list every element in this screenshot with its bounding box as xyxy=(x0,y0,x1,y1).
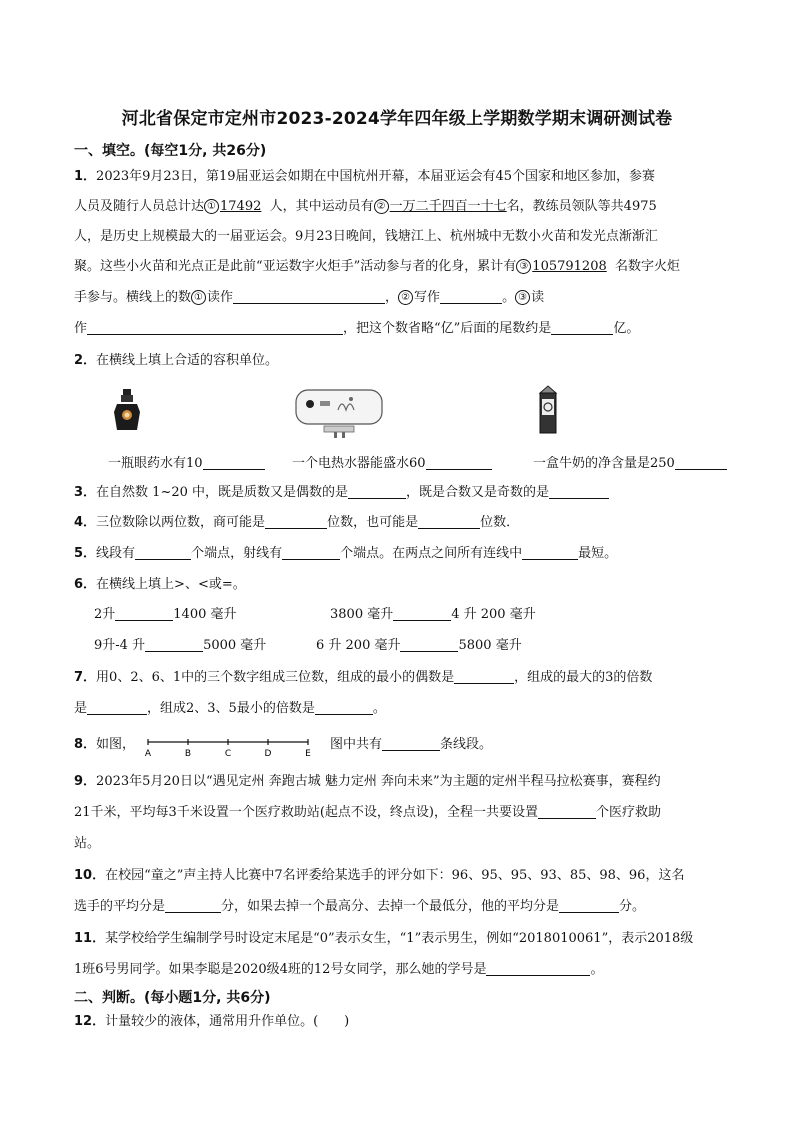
answer-blank[interactable] xyxy=(115,606,173,621)
q11-line-2: 1班6号男同学。如果李聪是2020级4班的12号女同学，那么她的学号是 。 xyxy=(74,962,604,977)
marker-3: ③ xyxy=(516,259,531,274)
q1-line-2: 人员及随行人员总计达 ① 17492 人，其中运动员有 ② 一万二千四百一十七名，教练员领队等共4975 xyxy=(74,199,657,214)
q2-caption-2: 一个电热水器能盛水60 xyxy=(292,452,492,471)
answer-blank[interactable] xyxy=(486,961,590,976)
q2-caption-3: 一盒牛奶的净含量是250 xyxy=(533,452,727,471)
answer-blank[interactable] xyxy=(440,289,502,304)
section-true-false: 二、判断。(每小题1分, 共6分) xyxy=(74,990,271,1006)
q11-line-1: 11．某学校给学生编制学号时设定末尾是“0”表示女生，“1”表示男生，例如“2018010061”，表示2018级 xyxy=(74,931,694,946)
q1-line-6: 作 ，把这个数省略“亿”后面的尾数约是 亿。 xyxy=(74,321,640,336)
q5-line: 5．线段有 个端点，射线有 个端点。在两点之间所有连线中 最短。 xyxy=(74,546,618,561)
milk-carton-icon xyxy=(537,385,559,435)
q9-line-3: 站。 xyxy=(74,836,101,851)
answer-blank[interactable] xyxy=(426,455,492,470)
answer-blank[interactable] xyxy=(165,898,221,913)
answer-blank[interactable] xyxy=(203,455,265,470)
answer-blank[interactable] xyxy=(393,606,451,621)
answer-blank[interactable] xyxy=(418,514,480,529)
eye-drop-bottle-icon xyxy=(113,388,141,434)
answer-blank[interactable] xyxy=(675,455,727,470)
q8-intro: 8．如图， xyxy=(74,737,136,752)
page-title: 河北省保定市定州市2023-2024学年四年级上学期数学期末调研测试卷 xyxy=(121,109,673,129)
answer-blank[interactable] xyxy=(87,700,147,715)
answer-blank[interactable] xyxy=(400,637,458,652)
answer-blank[interactable] xyxy=(549,484,609,499)
q9-line-1: 9．2023年5月20日以“遇见定州 奔跑古城 魅力定州 奔向未来”为主题的定州半程马拉松赛事，赛程约 xyxy=(74,774,661,789)
point-label-d: D xyxy=(264,749,272,758)
answer-blank[interactable] xyxy=(145,637,203,652)
answer-blank[interactable] xyxy=(87,320,343,335)
q10-line-2: 选手的平均分是 分，如果去掉一个最高分、去掉一个最低分，他的平均分是 分。 xyxy=(74,899,646,914)
number-2: 一万二千四百一十七 xyxy=(389,199,507,214)
answer-blank[interactable] xyxy=(348,484,406,499)
q6-row-2-right: 6 升 200 毫升 5800 毫升 xyxy=(316,638,522,653)
q1-line-4: 聚。这些小火苗和光点正是此前“亚运数字火炬手”活动参与者的化身，累计有 ③ 105791208 名数字火炬 xyxy=(74,259,681,274)
point-label-e: E xyxy=(305,749,311,758)
q9-line-2: 21千米，平均每3千米设置一个医疗救助站(起点不设，终点设)，全程一共要设置 个医疗救助 xyxy=(74,805,661,820)
q6-row-2-left: 9升-4 升 5000 毫升 xyxy=(94,638,267,653)
answer-blank[interactable] xyxy=(315,700,373,715)
section-fill-in: 一、填空。(每空1分, 共26分) xyxy=(74,143,267,159)
q7-line-2: 是 ，组成2、3、5最小的倍数是 。 xyxy=(74,701,386,716)
answer-blank[interactable] xyxy=(559,898,619,913)
answer-blank[interactable] xyxy=(551,320,613,335)
marker-2: ② xyxy=(374,199,389,214)
q1-line-5: 手参与。横线上的数 ① 读作 ， ② 写作 。 ③ 读 xyxy=(74,290,545,305)
answer-blank[interactable] xyxy=(282,545,340,560)
q8-question: 图中共有 条线段。 xyxy=(330,737,493,752)
q6-row-1-right: 3800 毫升 4 升 200 毫升 xyxy=(330,607,536,622)
point-label-c: C xyxy=(224,749,232,758)
answer-blank[interactable] xyxy=(522,545,578,560)
answer-blank[interactable] xyxy=(538,804,596,819)
answer-blank[interactable] xyxy=(135,545,191,560)
q10-line-1: 10．在校园“童之”声主持人比赛中7名评委给某选手的评分如下：96、95、95、93、85、98、96，这名 xyxy=(74,868,685,883)
q2-caption-1: 一瓶眼药水有10 xyxy=(108,452,265,471)
line-segment-figure xyxy=(142,734,314,758)
marker-1: ① xyxy=(204,199,219,214)
q6-row-1-left: 2升 1400 毫升 xyxy=(94,607,237,622)
q2-line: 2．在横线上填上合适的容积单位。 xyxy=(74,353,279,368)
answer-blank[interactable] xyxy=(265,514,327,529)
q1-line-3: 人，是历史上规模最大的一届亚运会。9月23日晚间，钱塘江上、杭州城中无数小火苗和发光点渐渐汇 xyxy=(74,229,658,244)
answer-blank[interactable] xyxy=(382,736,440,751)
q6-line: 6．在横线上填上>、<或=。 xyxy=(74,577,246,592)
number-1: 17492 xyxy=(220,199,262,214)
answer-blank[interactable] xyxy=(454,669,514,684)
q4-line: 4．三位数除以两位数，商可能是 位数，也可能是 位数． xyxy=(74,515,520,530)
answer-blank[interactable] xyxy=(233,289,385,304)
number-3: 105791208 xyxy=(532,259,607,274)
q7-line-1: 7．用0、2、6、1中的三个数字组成三位数，组成的最小的偶数是 ，组成的最大的3的倍数 xyxy=(74,670,653,685)
q12-line: 12．计量较少的液体，通常用升作单位。( ) xyxy=(74,1014,350,1029)
q1-line-1: 1．2023年9月23日，第19届亚运会如期在中国杭州开幕，本届亚运会有45个国家和地区参加，参赛 xyxy=(74,169,656,184)
point-label-a: A xyxy=(144,749,152,758)
q3-line: 3．在自然数 1~20 中，既是质数又是偶数的是 ，既是合数又是奇数的是 xyxy=(74,484,609,502)
electric-water-heater-icon xyxy=(294,386,384,440)
point-label-b: B xyxy=(184,749,192,758)
